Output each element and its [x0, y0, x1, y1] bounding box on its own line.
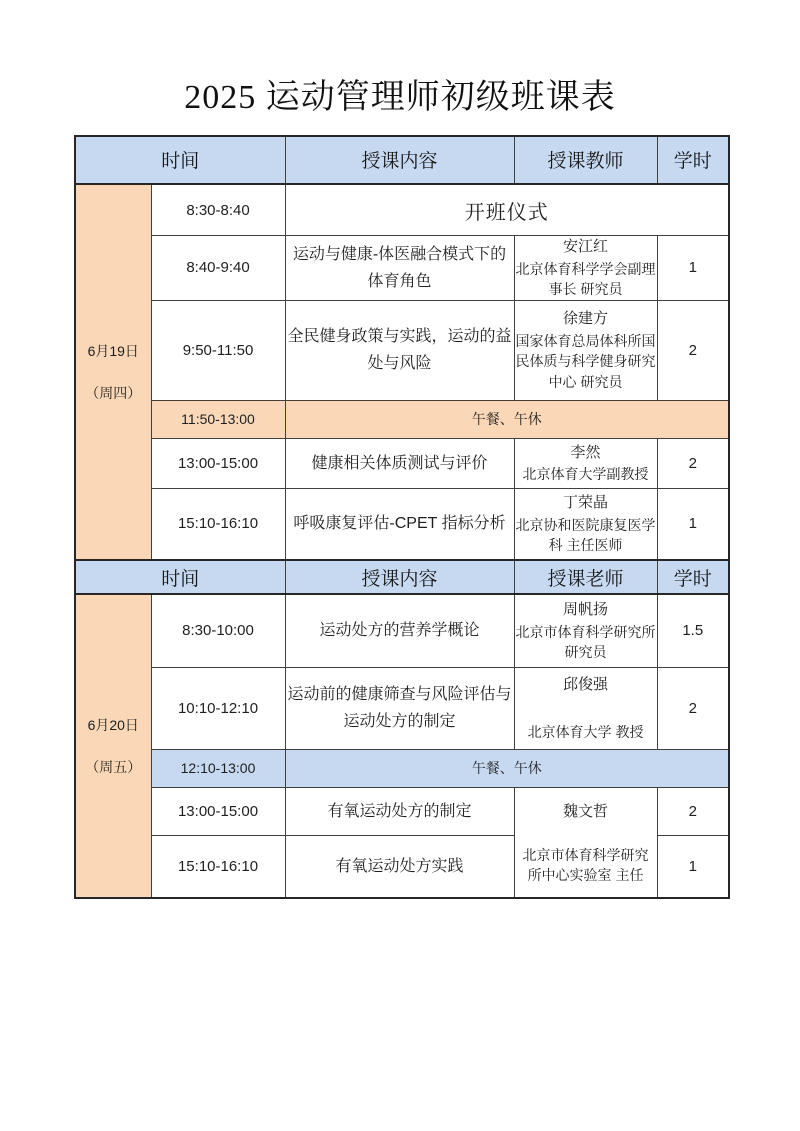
schedule-row [75, 787, 729, 835]
day-date-day1: 6月19日 [87, 342, 139, 359]
schedule-row [75, 594, 729, 667]
time-cell: 10:10-12:10 [151, 667, 285, 749]
ceremony-cell: 开班仪式 [285, 184, 729, 236]
teacher-name: 安江红 [563, 238, 609, 256]
content-cell: 有氧运动处方的制定 [285, 787, 514, 835]
header-row-day1 [75, 136, 729, 184]
header-teacher-day2: 授课老师 [514, 560, 657, 594]
header-content-day2: 授课内容 [285, 560, 514, 594]
teacher-name: 李然 [570, 443, 601, 461]
header-content-day1: 授课内容 [285, 136, 514, 184]
header-time-day2: 时间 [75, 560, 285, 594]
header-teacher-day1: 授课教师 [514, 136, 657, 184]
teacher-name: 魏文哲 [563, 803, 609, 821]
header-hours-day2: 学时 [657, 560, 729, 594]
content-cell: 全民健身政策与实践，运动的益处与风险 [285, 300, 514, 400]
teacher-title: 国家体育总局体科所国民体质与科学健身研究中心 研究员 [515, 333, 656, 390]
teacher-title: 北京体育大学副教授 [522, 466, 649, 483]
content-cell: 运动前的健康筛查与风险评估与运动处方的制定 [285, 667, 514, 749]
content-cell: 运动处方的营养学概论 [285, 594, 514, 667]
header-row-day2 [75, 560, 729, 594]
content-cell: 有氧运动处方实践 [285, 835, 514, 898]
day-label-day2 [76, 715, 151, 777]
content-cell: 呼吸康复评估-CPET 指标分析 [285, 488, 514, 560]
day-cell-day1 [75, 184, 151, 560]
content-cell: 运动与健康-体医融合模式下的体育角色 [285, 236, 514, 300]
time-cell: 15:10-16:10 [151, 488, 285, 560]
day-weekday-day2: （周五） [85, 759, 142, 776]
break-row-day2 [75, 749, 729, 787]
day-weekday-day1: （周四） [85, 384, 142, 401]
schedule-row [75, 667, 729, 749]
hours-cell: 1 [657, 236, 729, 300]
teacher-cell [514, 438, 657, 488]
hours-cell: 1 [657, 488, 729, 560]
schedule-row [75, 236, 729, 300]
hours-cell: 1 [657, 835, 729, 898]
hours-cell: 1.5 [657, 594, 729, 667]
course-schedule-table [74, 135, 730, 899]
schedule-row [75, 488, 729, 560]
schedule-row-opening [75, 184, 729, 236]
hours-cell: 2 [657, 438, 729, 488]
time-cell: 12:10-13:00 [151, 749, 285, 787]
schedule-row [75, 438, 729, 488]
page-title: 2025 运动管理师初级班课表 [184, 79, 616, 116]
time-cell: 11:50-13:00 [151, 400, 285, 438]
hours-cell: 2 [657, 300, 729, 400]
time-cell: 8:40-9:40 [151, 236, 285, 300]
hours-cell: 2 [657, 787, 729, 835]
time-cell: 8:30-10:00 [151, 594, 285, 667]
teacher-name: 丁荣晶 [563, 494, 609, 512]
teacher-name: 周帆扬 [563, 601, 609, 619]
teacher-title: 北京体育科学学会副理事长 研究员 [515, 261, 656, 298]
teacher-cell-merged [514, 787, 657, 898]
break-cell: 午餐、午休 [285, 400, 729, 438]
teacher-title: 北京市体育科学研究所 研究员 [515, 623, 656, 661]
time-cell: 15:10-16:10 [151, 835, 285, 898]
teacher-title: 北京体育大学 教授 [527, 723, 644, 740]
teacher-cell [514, 667, 657, 749]
teacher-cell [514, 594, 657, 667]
teacher-title: 北京市体育科学研究所中心实验室 主任 [522, 847, 649, 884]
teacher-cell [514, 488, 657, 560]
teacher-cell [514, 300, 657, 400]
break-cell: 午餐、午休 [285, 749, 729, 787]
day-label-day1 [76, 341, 151, 403]
time-cell: 13:00-15:00 [151, 438, 285, 488]
teacher-title: 北京协和医院康复医学科 主任医师 [515, 516, 656, 554]
header-hours-day1: 学时 [657, 136, 729, 184]
time-cell: 13:00-15:00 [151, 787, 285, 835]
day-date-day2: 6月20日 [87, 717, 139, 734]
time-cell: 9:50-11:50 [151, 300, 285, 400]
teacher-name: 徐建方 [563, 310, 609, 328]
teacher-cell [514, 236, 657, 300]
schedule-row [75, 300, 729, 400]
day-cell-day2 [75, 594, 151, 898]
content-cell: 健康相关体质测试与评价 [285, 438, 514, 488]
header-time-day1: 时间 [75, 136, 285, 184]
teacher-name: 邱俊强 [563, 676, 609, 694]
hours-cell: 2 [657, 667, 729, 749]
break-row-day1 [75, 400, 729, 438]
time-cell: 8:30-8:40 [151, 184, 285, 236]
